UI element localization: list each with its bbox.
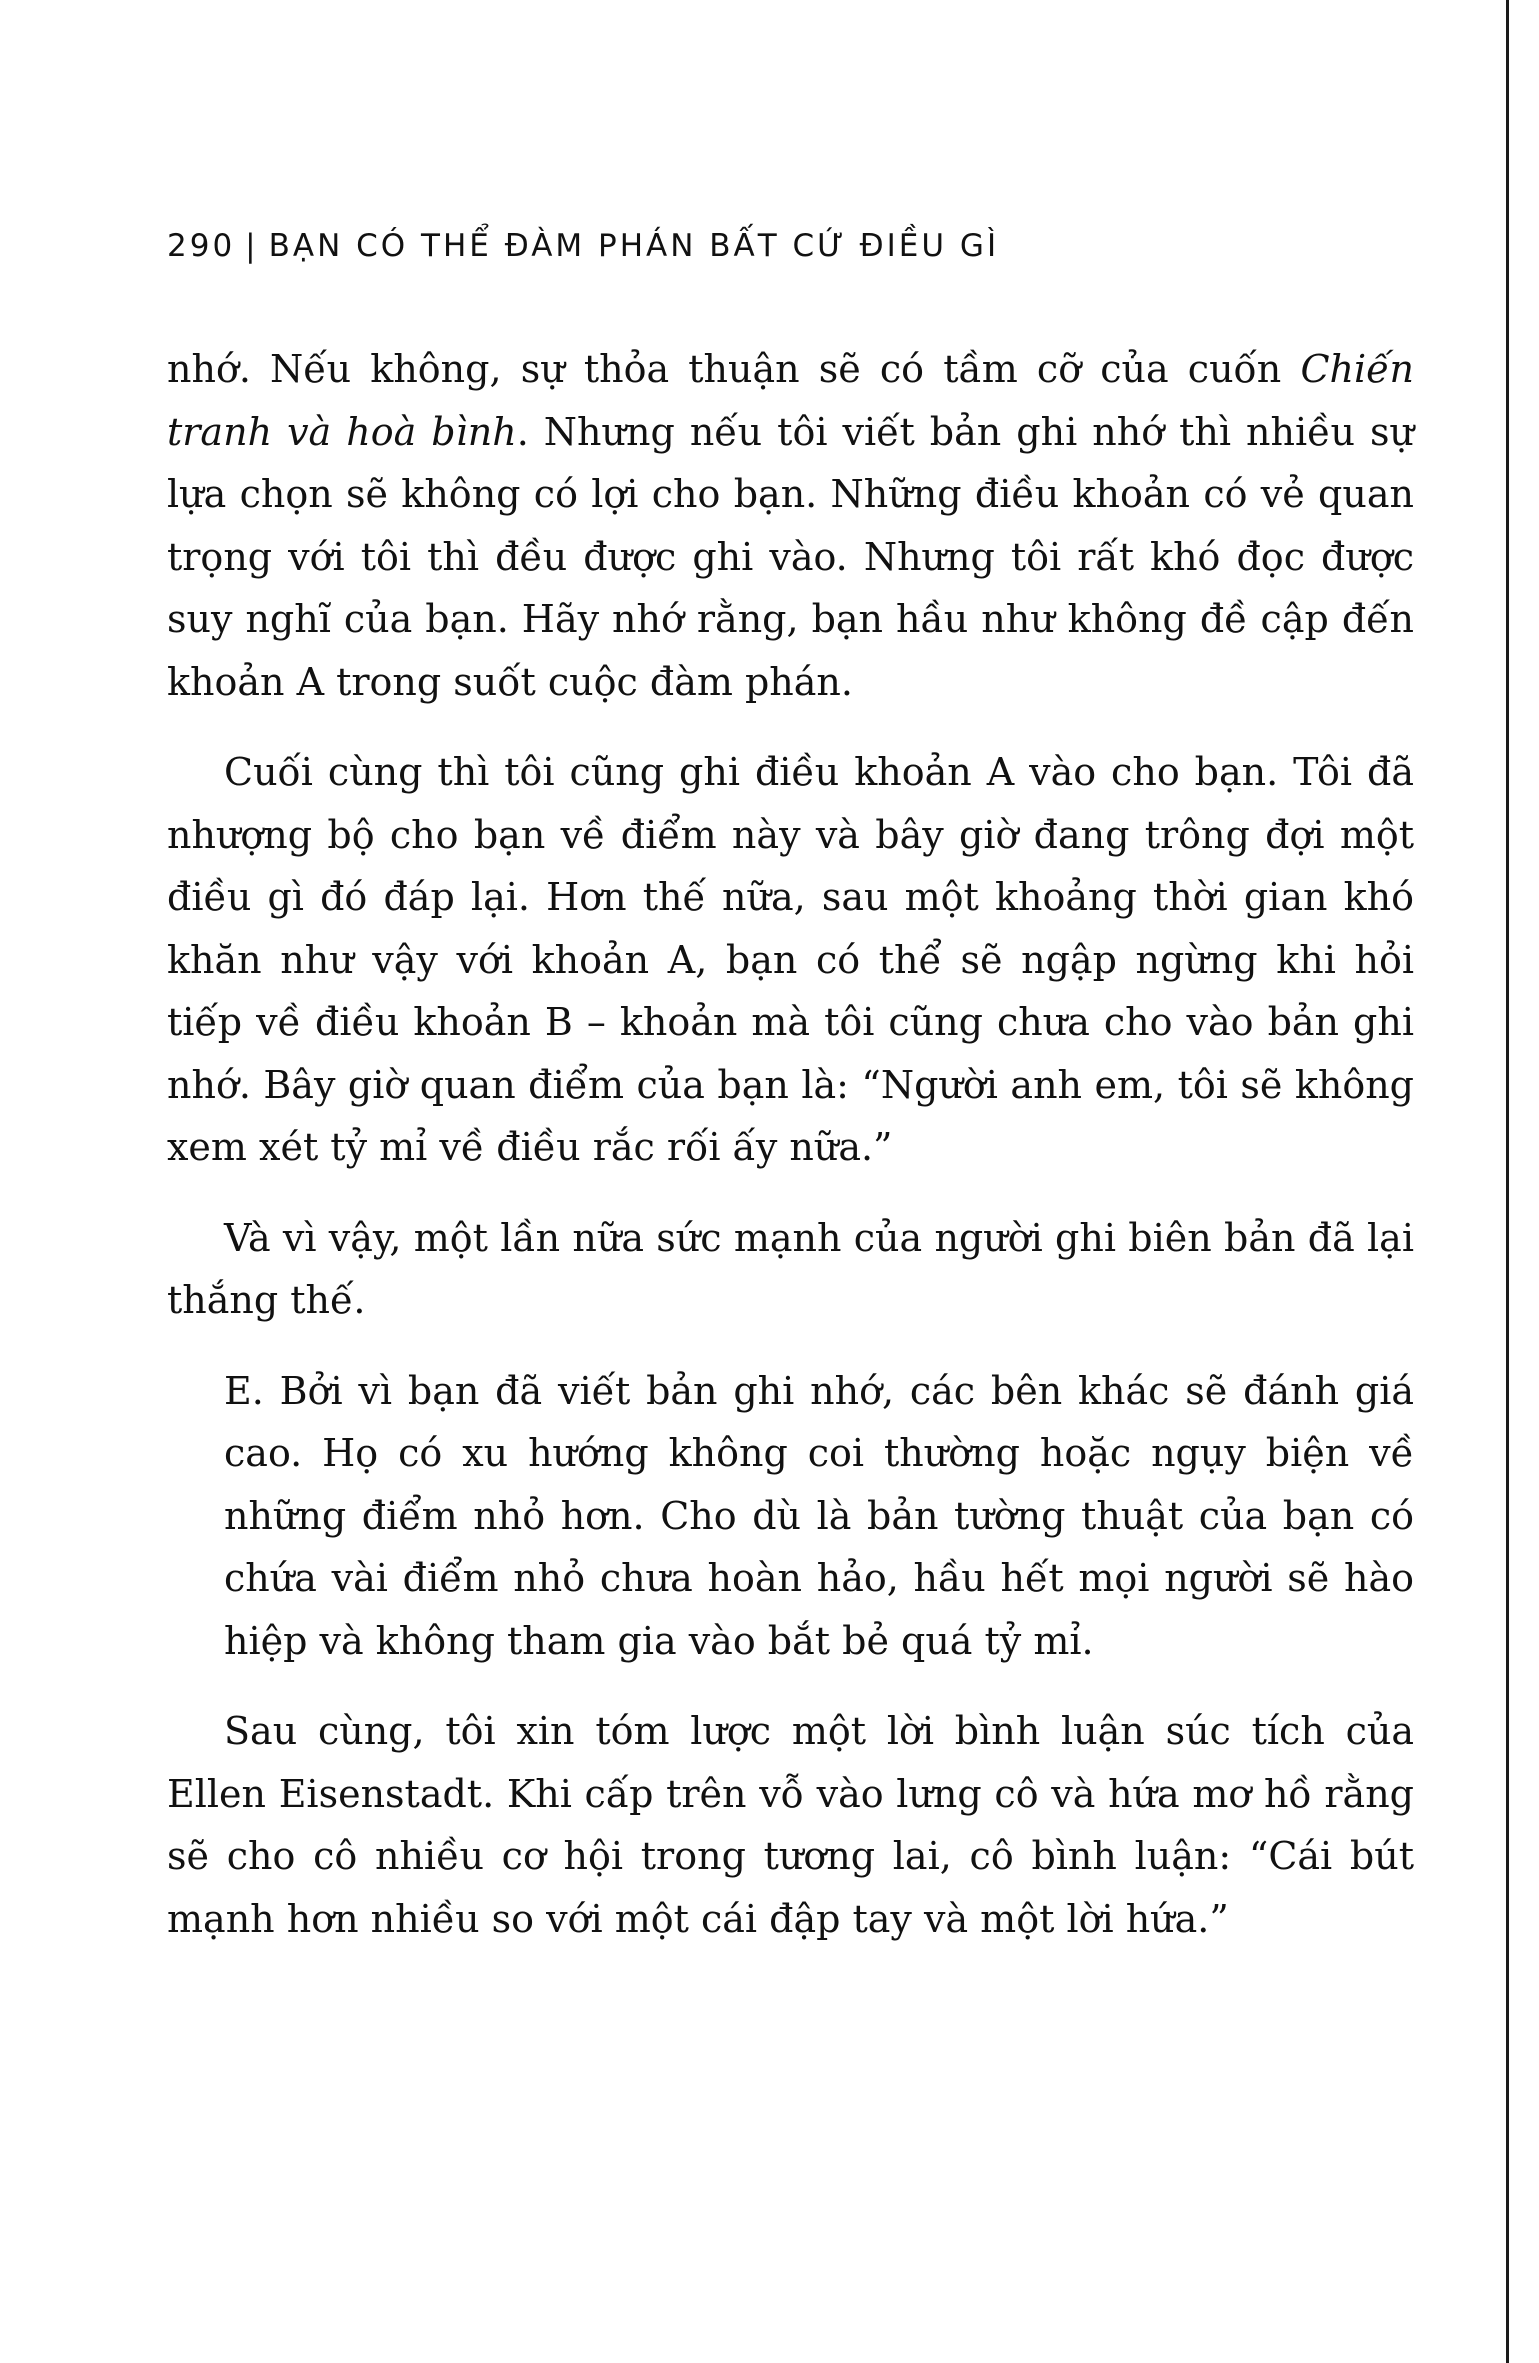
paragraph-1-text-start: nhớ. Nếu không, sự thỏa thuận sẽ có tầm cỡ của cuốn bbox=[167, 347, 1301, 391]
paragraph-3: Và vì vậy, một lần nữa sức mạnh của người ghi biên bản đã lại thắng thế. bbox=[167, 1215, 1414, 1322]
page-number: 290 bbox=[167, 228, 236, 264]
page-body bbox=[167, 338, 1414, 1950]
header-separator: | bbox=[245, 228, 259, 264]
paragraph-5: Sau cùng, tôi xin tóm lược một lời bình luận súc tích của Ellen Eisenstadt. Khi cấp trên vỗ vào lưng cô và hứa mơ hồ rằng sẽ cho cô nhiều cơ hội trong tương lai, cô bình luận: “Cái bút mạnh hơn nhiều so với một cái đập tay và một lời hứa.” bbox=[167, 1709, 1414, 1941]
paragraph-1 bbox=[167, 338, 1414, 713]
paragraph-4-point-e: E. Bởi vì bạn đã viết bản ghi nhớ, các bên khác sẽ đánh giá cao. Họ có xu hướng không coi thường hoặc ngụy biện về những điểm nhỏ hơn. Cho dù là bản tường thuật của bạn có chứa vài điểm nhỏ chưa hoàn hảo, hầu hết mọi người sẽ hào hiệp và không tham gia vào bắt bẻ quá tỷ mỉ. bbox=[224, 1368, 1414, 1663]
paragraph-1-text-end: . Nhưng nếu tôi viết bản ghi nhớ thì nhiều sự lựa chọn sẽ không có lợi cho bạn. Những điều khoản có vẻ quan trọng với tôi thì đều được ghi vào. Nhưng tôi rất khó đọc được suy nghĩ của bạn. Hãy nhớ rằng, bạn hầu như không đề cập đến khoản A trong suốt cuộc đàm phán. bbox=[167, 409, 1414, 704]
book-reference: Chiến tranh và hoà bình bbox=[167, 347, 1414, 454]
page-edge-line bbox=[1506, 0, 1509, 2363]
running-header bbox=[167, 228, 999, 264]
paragraph-2: Cuối cùng thì tôi cũng ghi điều khoản A vào cho bạn. Tôi đã nhượng bộ cho bạn về điểm này và bây giờ đang trông đợi một điều gì đó đáp lại. Hơn thế nữa, sau một khoảng thời gian khó khăn như vậy với khoản A, bạn có thể sẽ ngập ngừng khi hỏi tiếp về điều khoản B – khoản mà tôi cũng chưa cho vào bản ghi nhớ. Bây giờ quan điểm của bạn là: “Người anh em, tôi sẽ không xem xét tỷ mỉ về điều rắc rối ấy nữa.” bbox=[167, 750, 1414, 1169]
book-title: BẠN CÓ THỂ ĐÀM PHÁN BẤT CỨ ĐIỀU GÌ bbox=[268, 228, 1000, 264]
